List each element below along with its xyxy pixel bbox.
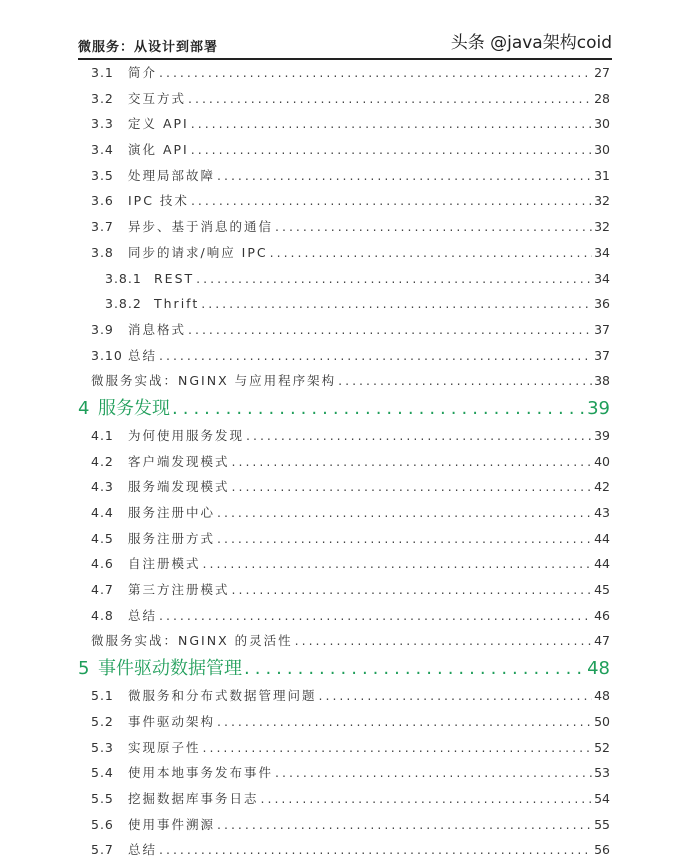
entry-page: 43: [594, 505, 610, 520]
toc-entry-section[interactable]: [78, 603, 610, 629]
dot-leader: [159, 837, 592, 863]
dot-leader: [261, 786, 593, 812]
entry-title: 消息格式: [128, 321, 187, 337]
entry-number: 4.1: [91, 427, 114, 443]
dot-leader: [232, 474, 593, 500]
dot-leader: [191, 188, 592, 214]
entry-page: 36: [594, 296, 610, 312]
toc-entry-section[interactable]: [78, 188, 610, 214]
entry-title: 处理局部故障: [128, 167, 216, 183]
entry-page: 28: [594, 90, 610, 106]
entry-page: 48: [587, 658, 610, 680]
toc-entry-extra[interactable]: [78, 368, 610, 394]
entry-number: 4.4: [91, 505, 114, 520]
entry-number: 5.5: [91, 790, 114, 806]
dot-leader: [201, 291, 592, 317]
dot-leader: [232, 577, 593, 603]
entry-title: 挖掘数据库事务日志: [128, 790, 259, 806]
dot-leader: [217, 500, 592, 526]
entry-number: 4: [78, 397, 91, 419]
toc-entry-section[interactable]: [78, 240, 610, 266]
entry-page: 52: [594, 739, 610, 755]
entry-title: 简介: [128, 65, 158, 80]
toc-entry-chapter[interactable]: [78, 394, 610, 423]
entry-title: 事件驱动架构: [128, 713, 216, 729]
entry-number: 5.4: [91, 765, 114, 781]
entry-number: 3.8.2: [105, 296, 142, 312]
entry-number: 4.2: [91, 453, 114, 469]
toc-entry-section[interactable]: [78, 551, 610, 577]
entry-number: 3.1: [91, 65, 114, 80]
entry-number: 4.5: [91, 530, 114, 546]
entry-title: 总结: [128, 842, 158, 858]
entry-number: 3.9: [91, 321, 114, 337]
entry-title: 总结: [128, 347, 158, 363]
entry-title: 服务注册中心: [128, 505, 216, 520]
toc-entry-section[interactable]: [78, 812, 610, 838]
entry-page: 34: [594, 244, 610, 260]
dot-leader: [319, 683, 593, 709]
toc-entry-section[interactable]: [78, 449, 610, 475]
toc-entry-section[interactable]: [78, 343, 610, 369]
toc-entry-section[interactable]: [78, 837, 610, 863]
toc-entry-section[interactable]: [78, 137, 610, 163]
entry-number: 4.8: [91, 607, 114, 623]
toc-entry-sub3[interactable]: [78, 291, 610, 317]
toc-entry-section[interactable]: [78, 423, 610, 449]
toc-entry-section[interactable]: [78, 60, 610, 86]
entry-number: 4.6: [91, 556, 114, 572]
dot-leader: [246, 423, 592, 449]
entry-title: 第三方注册模式: [128, 582, 230, 598]
toc-entry-sub3[interactable]: [78, 266, 610, 292]
dot-leader: [203, 735, 593, 761]
dot-leader: [188, 317, 592, 343]
toc-entry-section[interactable]: [78, 317, 610, 343]
dot-leader: [217, 163, 592, 189]
dot-leader: [196, 266, 592, 292]
entry-page: 39: [587, 397, 610, 419]
running-header: 微服务：从设计到部署: [78, 40, 219, 55]
entry-page: 40: [594, 453, 610, 469]
entry-title: 事件驱动数据管理: [98, 658, 242, 680]
entry-page: 37: [594, 347, 610, 363]
entry-page: 42: [594, 479, 610, 495]
entry-page: 54: [594, 790, 610, 806]
entry-page: 48: [594, 688, 610, 704]
entry-number: 5.3: [91, 739, 114, 755]
entry-title: 微服务实战：NGINX 的灵活性: [91, 633, 293, 649]
dot-leader: [203, 551, 593, 577]
entry-title: 交互方式: [128, 90, 187, 106]
entry-page: 30: [594, 116, 610, 132]
toc-entry-section[interactable]: [78, 577, 610, 603]
toc-entry-section[interactable]: [78, 163, 610, 189]
entry-page: 34: [594, 270, 610, 286]
dot-leader: [244, 654, 585, 683]
dot-leader: [270, 240, 592, 266]
table-of-contents: [78, 60, 610, 863]
entry-title: 使用事件溯源: [128, 816, 216, 832]
entry-title: 为何使用服务发现: [128, 427, 245, 443]
entry-title: 微服务实战：NGINX 与应用程序架构: [91, 373, 337, 389]
dot-leader: [217, 709, 592, 735]
dot-leader: [295, 628, 592, 654]
entry-number: 3.8: [91, 244, 114, 260]
entry-page: 27: [594, 65, 610, 80]
toc-entry-chapter[interactable]: [78, 654, 610, 683]
entry-title: 服务发现: [98, 397, 170, 419]
entry-page: 44: [594, 530, 610, 546]
entry-number: 4.3: [91, 479, 114, 495]
dot-leader: [338, 368, 592, 394]
entry-number: 5.2: [91, 713, 114, 729]
dot-leader: [217, 812, 592, 838]
entry-page: 45: [594, 582, 610, 598]
toc-entry-extra[interactable]: [78, 628, 610, 654]
toc-entry-section[interactable]: [78, 786, 610, 812]
entry-page: 46: [594, 607, 610, 623]
entry-number: 3.8.1: [105, 270, 142, 286]
entry-title: 微服务和分布式数据管理问题: [128, 688, 317, 704]
entry-number: 3.5: [91, 167, 114, 183]
entry-number: 5.7: [91, 842, 114, 858]
entry-title: 自注册模式: [128, 556, 201, 572]
entry-page: 47: [594, 633, 610, 649]
dot-leader: [159, 60, 592, 86]
entry-number: 3.2: [91, 90, 114, 106]
entry-title: 客户端发现模式: [128, 453, 230, 469]
dot-leader: [159, 343, 592, 369]
toc-entry-section[interactable]: [78, 526, 610, 552]
entry-title: REST: [154, 270, 195, 286]
entry-page: 56: [594, 842, 610, 858]
entry-page: 44: [594, 556, 610, 572]
dot-leader: [191, 111, 592, 137]
dot-leader: [159, 603, 592, 629]
entry-number: 3.6: [91, 193, 114, 209]
watermark: 头条 @java架构coid: [450, 33, 612, 53]
dot-leader: [232, 449, 593, 475]
entry-title: IPC 技术: [128, 193, 189, 209]
entry-title: 实现原子性: [128, 739, 201, 755]
entry-page: 39: [594, 427, 610, 443]
toc-entry-section[interactable]: [78, 214, 610, 240]
entry-title: 同步的请求/响应 IPC: [128, 244, 268, 260]
dot-leader: [275, 760, 592, 786]
entry-title: Thrift: [154, 296, 200, 312]
entry-number: 3.7: [91, 219, 114, 235]
toc-entry-section[interactable]: [78, 709, 610, 735]
entry-number: 4.7: [91, 582, 114, 598]
entry-number: 5.1: [91, 688, 114, 704]
entry-page: 31: [594, 167, 610, 183]
entry-page: 30: [594, 142, 610, 158]
entry-title: 服务注册方式: [128, 530, 216, 546]
entry-page: 38: [594, 373, 610, 389]
entry-page: 53: [594, 765, 610, 781]
toc-entry-section[interactable]: [78, 500, 610, 526]
entry-title: 使用本地事务发布事件: [128, 765, 274, 781]
entry-title: 总结: [128, 607, 158, 623]
dot-leader: [191, 137, 592, 163]
entry-page: 50: [594, 713, 610, 729]
entry-page: 32: [594, 219, 610, 235]
toc-entry-section[interactable]: [78, 735, 610, 761]
entry-number: 3.10: [91, 347, 123, 363]
entry-page: 55: [594, 816, 610, 832]
dot-leader: [275, 214, 592, 240]
entry-page: 32: [594, 193, 610, 209]
toc-entry-section[interactable]: [78, 86, 610, 112]
toc-entry-section[interactable]: [78, 760, 610, 786]
entry-number: 3.3: [91, 116, 114, 132]
entry-page: 37: [594, 321, 610, 337]
dot-leader: [188, 86, 592, 112]
entry-number: 5.6: [91, 816, 114, 832]
toc-entry-section[interactable]: [78, 111, 610, 137]
toc-entry-section[interactable]: [78, 474, 610, 500]
dot-leader: [217, 526, 592, 552]
dot-leader: [172, 394, 585, 423]
entry-number: 5: [78, 658, 91, 680]
entry-title: 演化 API: [128, 142, 189, 158]
entry-title: 异步、基于消息的通信: [128, 219, 274, 235]
toc-entry-section[interactable]: [78, 683, 610, 709]
entry-title: 定义 API: [128, 116, 189, 132]
entry-number: 3.4: [91, 142, 114, 158]
entry-title: 服务端发现模式: [128, 479, 230, 495]
